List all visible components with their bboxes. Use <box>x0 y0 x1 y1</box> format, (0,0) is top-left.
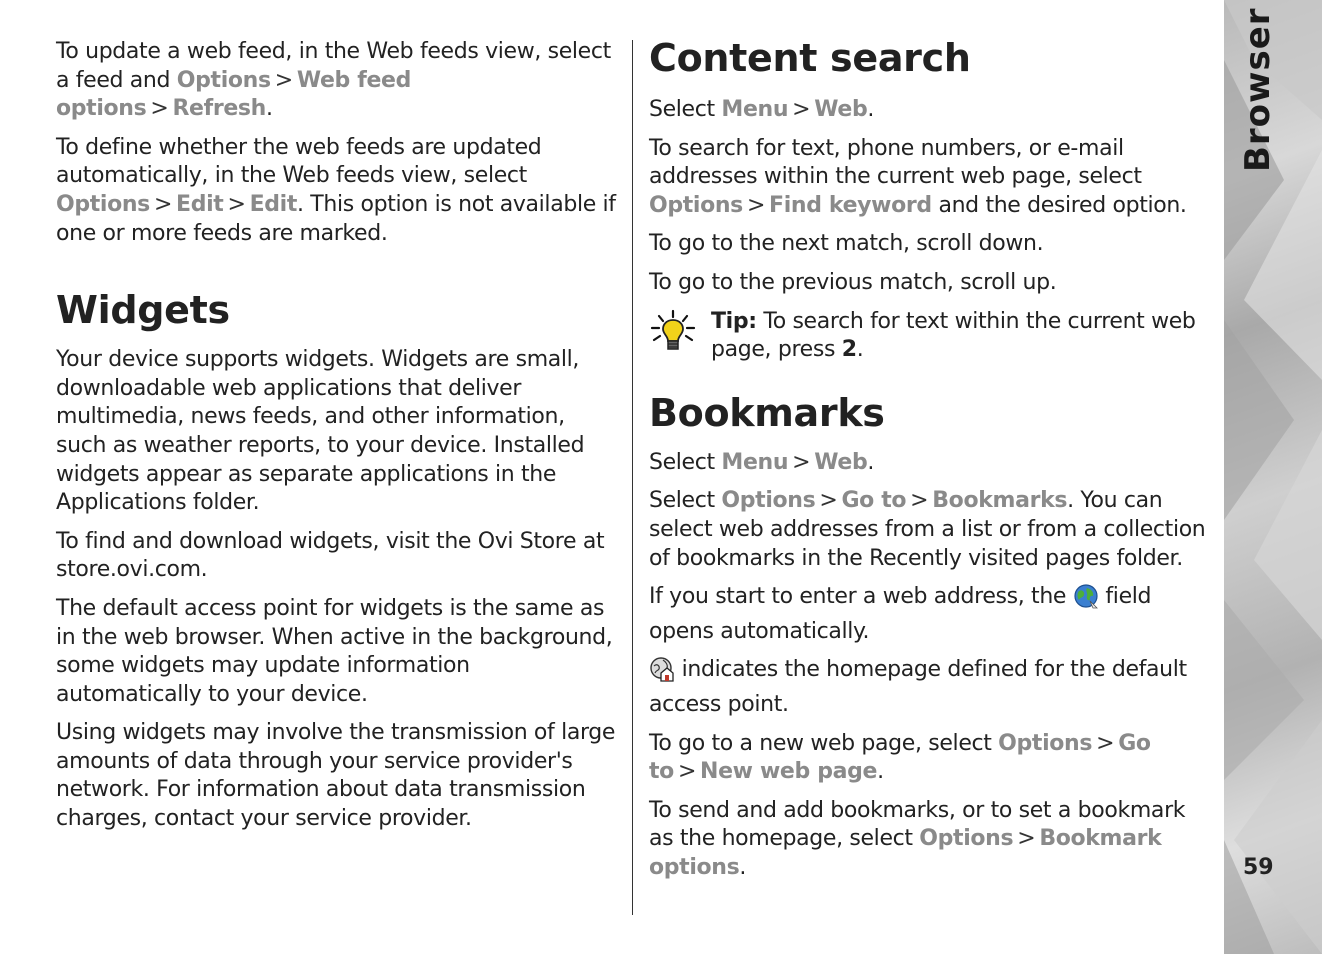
section-title: Browser <box>1238 7 1278 172</box>
tip-box <box>649 308 1211 365</box>
select-web-paragraph-2: Select Menu > Web. <box>649 449 875 475</box>
bookmarks-paragraph: Select Options > Go to > Bookmarks. You can select web addresses from a list or from a collection of bookmarks in the Recently visited pages folder. <box>649 488 1206 571</box>
select-web-paragraph: Select Menu > Web. <box>649 97 875 122</box>
lightbulb-icon <box>649 308 711 365</box>
content-search-heading: Content search <box>649 36 971 80</box>
widgets-paragraph-4: Using widgets may involve the transmission of large amounts of data through your service provider's network. For information about data transmission charges, contact your service provider. <box>56 720 616 832</box>
left-column <box>56 38 618 844</box>
tip-text: Tip: To search for text within the current web page, press 2. <box>711 308 1196 363</box>
bookmarks-heading: Bookmarks <box>649 390 885 435</box>
address-paragraph: If you start to enter a web address, the field opens automatically. <box>649 584 1152 644</box>
widgets-paragraph-2: To find and download widgets, visit the Ovi Store at store.ovi.com. <box>56 528 605 583</box>
home-icon <box>649 656 675 691</box>
column-divider <box>632 40 633 915</box>
widgets-paragraph-3: The default access point for widgets is the same as in the web browser. When active in the background, some widgets may update information automatically to your device. <box>56 595 613 707</box>
feed-update-paragraph: To update a web feed, in the Web feeds view, select a feed and Options > Web feed options > Refresh. <box>56 39 611 122</box>
next-match-paragraph: To go to the next match, scroll down. <box>649 231 1044 257</box>
right-column <box>649 36 1211 892</box>
globe-icon <box>1073 583 1099 618</box>
page-number: 59 <box>1243 855 1274 880</box>
homepage-paragraph: indicates the homepage defined for the default access point. <box>649 657 1187 717</box>
widgets-paragraph-1: Your device supports widgets. Widgets are small, downloadable web applications that deliver multimedia, news feeds, and other information, such as weather reports, to your device. Installed widgets appear as separate applications in the Applications folder. <box>56 347 585 516</box>
prev-match-paragraph: To go to the previous match, scroll up. <box>649 269 1057 295</box>
send-bookmarks-paragraph: To send and add bookmarks, or to set a bookmark as the homepage, select Options > Bookmark options. <box>649 797 1186 880</box>
search-paragraph: To search for text, phone numbers, or e-mail addresses within the current web page, select Options > Find keyword and the desired option. <box>649 135 1187 218</box>
widgets-heading: Widgets <box>56 288 230 333</box>
new-page-paragraph: To go to a new web page, select Options > Go to > New web page. <box>649 730 1151 785</box>
feed-auto-paragraph: To define whether the web feeds are updated automatically, in the Web feeds view, select Options > Edit > Edit. This option is not available if one or more feeds are marked. <box>56 134 616 246</box>
